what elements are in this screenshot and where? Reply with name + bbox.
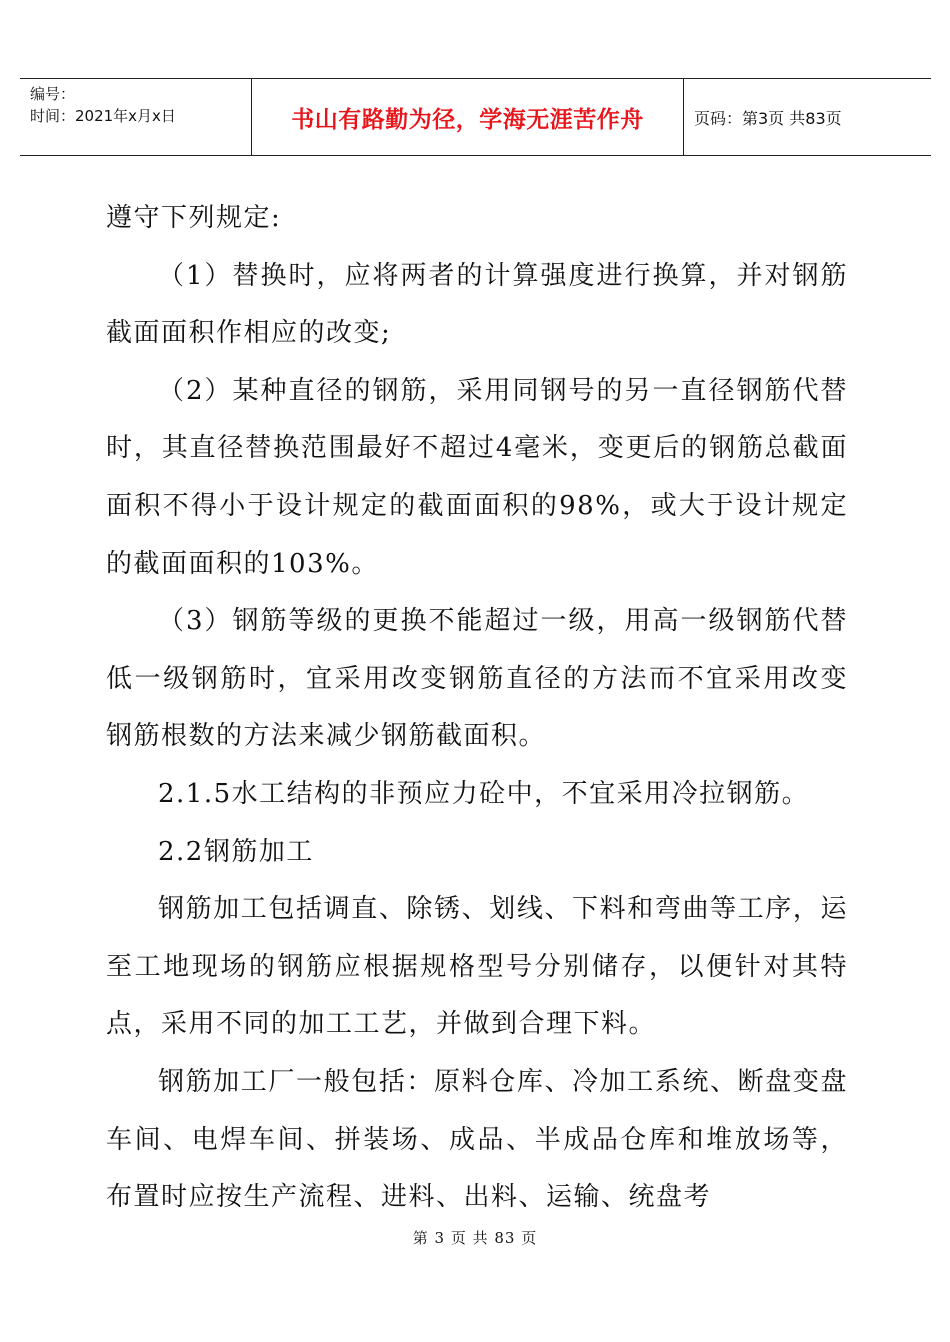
body-paragraph: 钢筋加工厂一般包括：原料仓库、冷加工系统、断盘变盘车间、电焊车间、拼装场、成品、半成品仓库和堆放场等，布置时应按生产流程、进料、出料、运输、统盘考: [106, 1066, 848, 1213]
body-paragraph: （3）钢筋等级的更换不能超过一级，用高一级钢筋代替低一级钢筋时，宜采用改变钢筋直径的方法而不宜采用改变钢筋根数的方法来减少钢筋截面积。: [106, 606, 848, 752]
document-time-label: 时间：2021年x月x日: [30, 107, 176, 125]
document-number-label: 编号：: [30, 85, 76, 103]
header-meta-cell: [20, 79, 252, 155]
body-paragraph: （2）某种直径的钢筋，采用同钢号的另一直径钢筋代替时，其直径替换范围最好不超过4毫米，变更后的钢筋总截面面积不得小于设计规定的截面面积的98%，或大于设计规定的截面面积的103%。: [106, 375, 848, 579]
header-motto: 书山有路勤为径，学海无涯苦作舟: [252, 79, 684, 155]
document-header: [20, 78, 931, 156]
body-paragraph: 2.1.5水工结构的非预应力砼中，不宜采用冷拉钢筋。: [158, 778, 810, 809]
section-heading: 2.2钢筋加工: [158, 836, 314, 867]
document-body: [106, 190, 848, 1227]
body-paragraph: （1）替换时，应将两者的计算强度进行换算，并对钢筋截面面积作相应的改变;: [106, 260, 848, 349]
body-paragraph: 遵守下列规定:: [106, 203, 282, 233]
header-page-info: 页码：第3页 共83页: [694, 108, 842, 128]
page-footer: 第 3 页 共 83 页: [412, 1229, 538, 1247]
body-paragraph: 钢筋加工包括调直、除锈、划线、下料和弯曲等工序，运至工地现场的钢筋应根据规格型号分别储存，以便针对其特点，采用不同的加工工艺，并做到合理下料。: [106, 894, 848, 1040]
